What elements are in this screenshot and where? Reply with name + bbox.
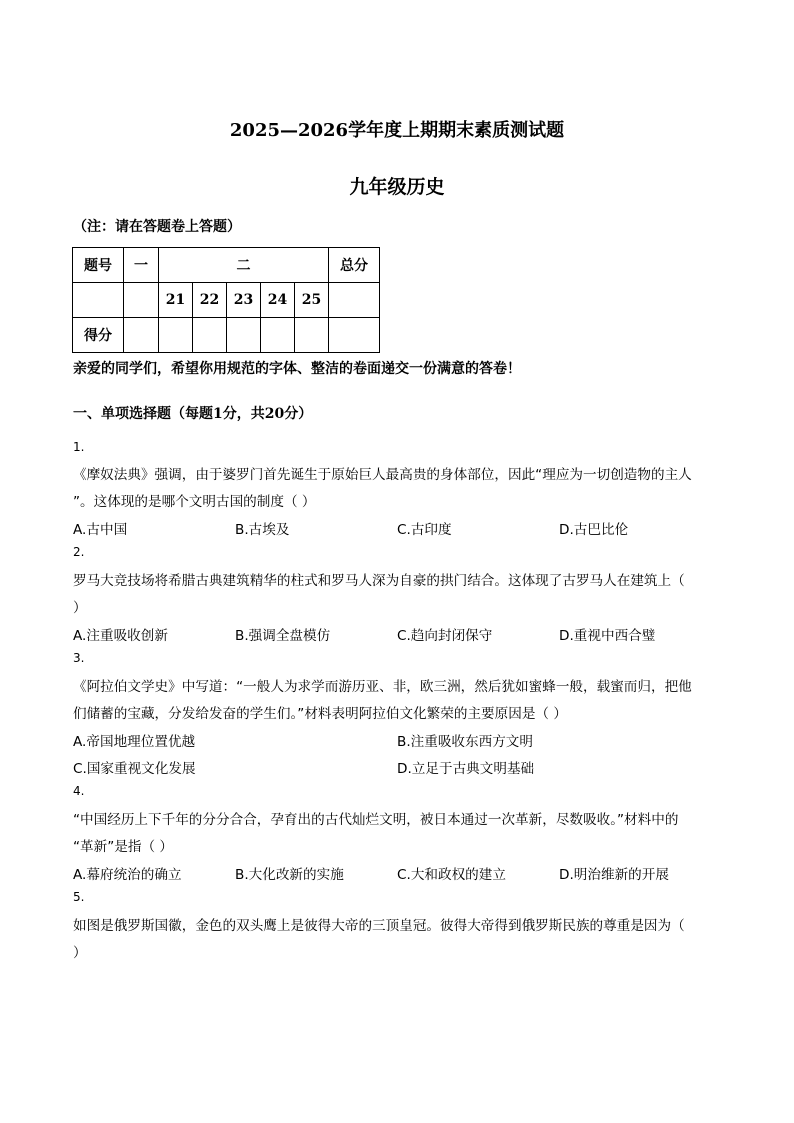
cell-score-q24 xyxy=(261,318,295,353)
option-a: A.古中国 xyxy=(73,522,128,538)
option-c: C.古印度 xyxy=(397,522,452,538)
option-d: D.明治维新的开展 xyxy=(559,867,669,883)
cell-score-total xyxy=(329,318,380,353)
cell-score-q21 xyxy=(159,318,193,353)
question-number: 3. xyxy=(73,651,85,665)
question-number: 5. xyxy=(73,890,85,904)
question-text: 《阿拉伯文学史》中写道：“一般人为求学而游历亚、非，欧三洲，然后犹如蜜蜂一般，载蜜而归，把他 xyxy=(73,679,692,695)
exam-title: 2025—2026学年度上期期末素质测试题 xyxy=(229,120,565,141)
score-table-header-row xyxy=(73,248,380,283)
section-title: 一、单项选择题（每题1分，共20分） xyxy=(73,406,313,422)
question-text: ） xyxy=(73,945,87,961)
option-b: B.注重吸收东西方文明 xyxy=(397,734,533,750)
option-b: B.古埃及 xyxy=(235,522,290,538)
option-b: B.强调全盘模仿 xyxy=(235,628,331,644)
cell-question-number-label: 题号 xyxy=(73,248,124,283)
cell-total-label: 总分 xyxy=(329,248,380,283)
option-c: C.大和政权的建立 xyxy=(397,867,506,883)
score-table-subheader-row xyxy=(73,283,380,318)
question-number: 2. xyxy=(73,545,85,559)
option-d: D.重视中西合璧 xyxy=(559,628,656,644)
question-number: 1. xyxy=(73,440,85,454)
option-a: A.帝国地理位置优越 xyxy=(73,734,196,750)
option-c: C.国家重视文化发展 xyxy=(73,761,196,777)
cell-q24: 24 xyxy=(261,283,295,318)
cell-empty xyxy=(124,283,159,318)
cell-part-one: 一 xyxy=(124,248,159,283)
question-text: “中国经历上下千年的分分合合，孕育出的古代灿烂文明，被日本通过一次革新，尽数吸收。”材料中的 xyxy=(73,812,679,828)
cell-q21: 21 xyxy=(159,283,193,318)
question-text: 如图是俄罗斯国徽，金色的双头鹰上是彼得大帝的三顶皇冠。彼得大帝得到俄罗斯民族的尊重是因为（ xyxy=(73,918,685,934)
encouragement-text: 亲爱的同学们，希望你用规范的字体、整洁的卷面递交一份满意的答卷！ xyxy=(73,361,521,377)
score-table-score-row xyxy=(73,318,380,353)
option-d: D.古巴比伦 xyxy=(559,522,629,538)
answer-note: （注：请在答题卷上答题） xyxy=(73,219,241,235)
option-c: C.趋向封闭保守 xyxy=(397,628,493,644)
cell-score-q22 xyxy=(193,318,227,353)
option-a: A.幕府统治的确立 xyxy=(73,867,182,883)
question-text: 《摩奴法典》强调，由于婆罗门首先诞生于原始巨人最高贵的身体部位，因此“理应为一切创造物的主人 xyxy=(73,467,692,483)
cell-score-label: 得分 xyxy=(73,318,124,353)
cell-empty xyxy=(329,283,380,318)
score-table xyxy=(72,247,380,353)
cell-q22: 22 xyxy=(193,283,227,318)
question-text: 罗马大竞技场将希腊古典建筑精华的柱式和罗马人深为自豪的拱门结合。这体现了古罗马人在建筑上（ xyxy=(73,573,685,589)
option-d: D.立足于古典文明基础 xyxy=(397,761,535,777)
cell-score-q23 xyxy=(227,318,261,353)
cell-part-two: 二 xyxy=(159,248,329,283)
cell-q23: 23 xyxy=(227,283,261,318)
question-number: 4. xyxy=(73,784,85,798)
cell-q25: 25 xyxy=(295,283,329,318)
option-a: A.注重吸收创新 xyxy=(73,628,168,644)
question-text: “革新”是指（ ） xyxy=(73,839,173,855)
cell-score-q25 xyxy=(295,318,329,353)
cell-empty xyxy=(73,283,124,318)
cell-score-part-one xyxy=(124,318,159,353)
question-text: 们储蓄的宝藏，分发给发奋的学生们。”材料表明阿拉伯文化繁荣的主要原因是（ ） xyxy=(73,706,567,722)
exam-subject: 九年级历史 xyxy=(349,176,445,198)
question-text: ”。这体现的是哪个文明古国的制度（ ） xyxy=(73,494,316,510)
question-text: ） xyxy=(73,600,87,616)
option-b: B.大化改新的实施 xyxy=(235,867,344,883)
